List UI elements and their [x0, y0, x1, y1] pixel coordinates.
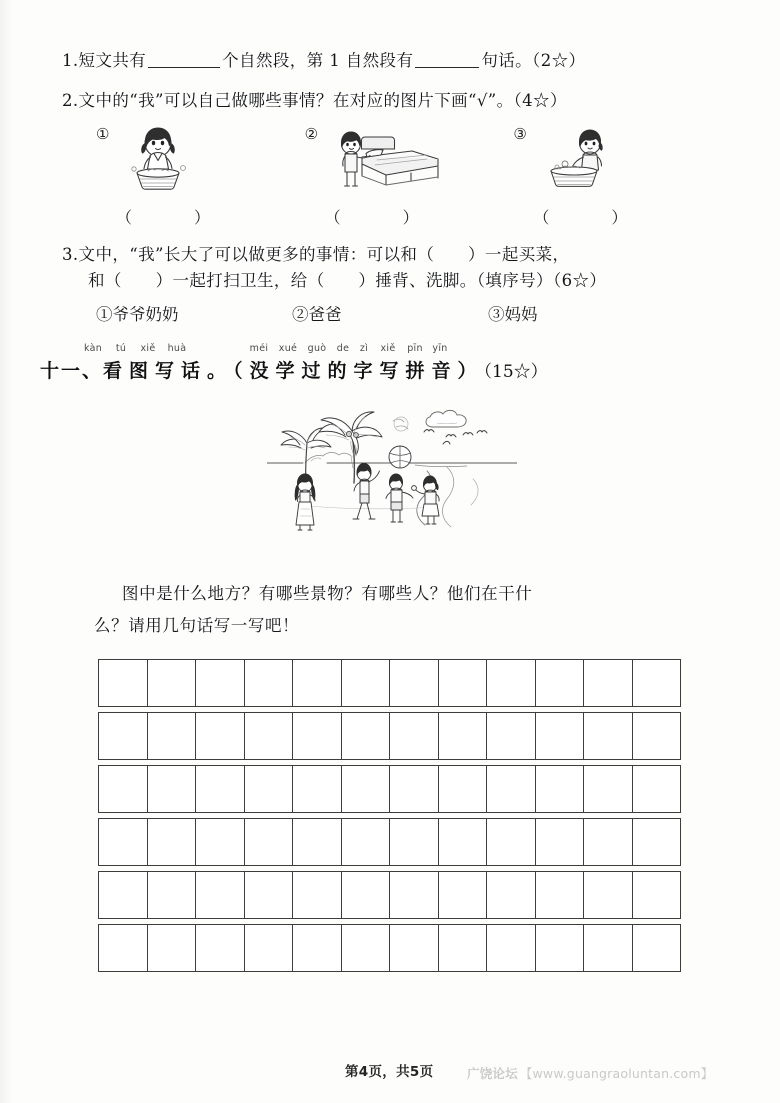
pinyin-group-title — [78, 343, 192, 356]
writing-grid-cell[interactable] — [341, 765, 390, 813]
writing-grid-cell[interactable] — [292, 659, 341, 707]
writing-grid-cell[interactable] — [632, 765, 682, 813]
writing-grid-cell[interactable] — [195, 871, 244, 919]
writing-grid-cell[interactable] — [486, 765, 535, 813]
writing-grid-cell[interactable] — [147, 924, 196, 972]
writing-grid-cell[interactable] — [535, 871, 584, 919]
writing-grid-cell[interactable] — [341, 924, 390, 972]
writing-grid-cell[interactable] — [292, 712, 341, 760]
writing-grid-cell[interactable] — [438, 765, 487, 813]
writing-prompt — [62, 578, 722, 641]
writing-grid-cell[interactable] — [583, 712, 632, 760]
writing-grid-cell[interactable] — [244, 659, 293, 707]
writing-grid-cell[interactable] — [535, 659, 584, 707]
writing-prompt-line-2: 么？请用几句话写一写吧！ — [94, 615, 300, 635]
pinyin-syllable: zì — [359, 343, 369, 355]
question-3 — [62, 242, 722, 325]
writing-grid-row — [98, 924, 681, 972]
writing-grid-row — [98, 712, 681, 760]
pinyin-syllable: guò — [307, 343, 327, 355]
writing-grid-cell[interactable] — [583, 659, 632, 707]
writing-grid-cell[interactable] — [244, 818, 293, 866]
pinyin-syllable: yīn — [432, 343, 448, 355]
writing-grid-cell[interactable] — [438, 924, 487, 972]
writing-grid-cell[interactable] — [98, 659, 147, 707]
site-watermark — [467, 1064, 713, 1082]
writing-grid-cell[interactable] — [98, 924, 147, 972]
section-title-line — [40, 356, 722, 383]
question-2 — [62, 88, 722, 229]
writing-grid-cell[interactable] — [535, 924, 584, 972]
writing-grid-cell[interactable] — [147, 818, 196, 866]
writing-grid-cell[interactable] — [486, 924, 535, 972]
question-1-text-c: 句话。（2☆） — [481, 51, 586, 70]
writing-grid-cell[interactable] — [147, 712, 196, 760]
writing-grid-cell[interactable] — [244, 765, 293, 813]
writing-grid-cell[interactable] — [486, 871, 535, 919]
writing-grid-cell[interactable] — [292, 924, 341, 972]
pinyin-spacer — [192, 343, 244, 356]
writing-grid-cell[interactable] — [632, 924, 682, 972]
writing-grid-cell[interactable] — [195, 765, 244, 813]
page-footer — [0, 1057, 780, 1093]
writing-grid-cell[interactable] — [98, 818, 147, 866]
writing-grid-cell[interactable] — [583, 924, 632, 972]
writing-grid-cell[interactable] — [389, 659, 438, 707]
answer-blank-1b[interactable] — [415, 67, 479, 68]
worksheet-content — [40, 48, 722, 972]
question-1-text-b: 个自然段，第 1 自然段有 — [222, 51, 414, 70]
picture-3-answer-bracket[interactable]: （ ） — [533, 208, 638, 228]
writing-grid-cell[interactable] — [583, 871, 632, 919]
child-making-bed-icon — [321, 123, 453, 197]
page-number: 第4页，共5页 — [345, 1064, 434, 1080]
writing-grid-row — [98, 659, 681, 707]
pinyin-syllable: xiě — [380, 343, 396, 355]
writing-grid-cell[interactable] — [292, 818, 341, 866]
writing-grid-cell[interactable] — [583, 765, 632, 813]
writing-grid-cell[interactable] — [632, 818, 682, 866]
pinyin-syllable: huà — [167, 343, 187, 355]
question-3-option-2[interactable]: ②爸爸 — [292, 305, 342, 325]
writing-grid-row — [98, 765, 681, 813]
beach-scene-illustration — [267, 401, 517, 556]
question-3-options — [62, 301, 722, 325]
writing-grid-cell[interactable] — [535, 818, 584, 866]
watermark-brand: 广饶论坛 — [467, 1066, 518, 1081]
question-3-option-1[interactable]: ①爷爷奶奶 — [96, 305, 179, 325]
writing-grid-cell[interactable] — [486, 712, 535, 760]
writing-grid-cell[interactable] — [341, 659, 390, 707]
writing-grid-cell[interactable] — [98, 712, 147, 760]
watermark-url: 【www.guangraoluntan.com】 — [519, 1066, 714, 1081]
writing-grid-cell[interactable] — [195, 818, 244, 866]
writing-grid-cell[interactable] — [583, 818, 632, 866]
writing-grid-cell[interactable] — [389, 818, 438, 866]
question-3-line-1: 3.文中，“我”长大了可以做更多的事情：可以和（ ）一起买菜， — [62, 245, 570, 265]
writing-grid-cell[interactable] — [195, 712, 244, 760]
picture-option-3[interactable] — [513, 123, 722, 228]
section-pinyin-row — [40, 343, 722, 356]
writing-grid-cell[interactable] — [389, 871, 438, 919]
writing-grid-cell[interactable] — [535, 712, 584, 760]
writing-grid-cell[interactable] — [244, 712, 293, 760]
section-eleven — [40, 343, 722, 383]
picture-option-1-head — [96, 123, 204, 197]
writing-grid-cell[interactable] — [486, 659, 535, 707]
writing-grid-cell[interactable] — [486, 818, 535, 866]
writing-grid-cell[interactable] — [195, 924, 244, 972]
picture-2-answer-bracket[interactable]: （ ） — [324, 208, 429, 228]
pinyin-syllable: kàn — [83, 343, 103, 355]
writing-grid-cell[interactable] — [535, 765, 584, 813]
writing-grid-cell[interactable] — [147, 765, 196, 813]
question-1 — [62, 48, 722, 74]
illustration-wrap — [62, 401, 722, 556]
writing-grid-cell[interactable] — [147, 871, 196, 919]
question-2-line: 2.文中的“我”可以自己做哪些事情？在对应的图片下画“√”。（4☆） — [62, 90, 567, 110]
pinyin-group-paren — [244, 343, 452, 356]
writing-grid-cell[interactable] — [438, 712, 487, 760]
section-paren-text: （没学过的字写拼音） — [233, 360, 484, 383]
writing-grid-cell[interactable] — [389, 924, 438, 972]
picture-option-3-head — [513, 123, 621, 197]
writing-grid-cell[interactable] — [244, 871, 293, 919]
girl-washing-clothes-icon — [112, 123, 204, 197]
pinyin-syllable: xué — [278, 343, 298, 355]
option-number-3: ③ — [513, 125, 527, 144]
answer-blank-1a[interactable] — [148, 67, 220, 68]
picture-option-1[interactable] — [96, 123, 305, 228]
section-score: （15☆） — [483, 362, 548, 383]
picture-option-2-head — [305, 123, 453, 197]
pinyin-syllable: pīn — [407, 343, 423, 355]
picture-option-2[interactable] — [305, 123, 514, 228]
pinyin-syllable: méi — [249, 343, 269, 355]
writing-grid-cell[interactable] — [292, 871, 341, 919]
writing-grid-cell[interactable] — [98, 765, 147, 813]
writing-grid-cell[interactable] — [632, 712, 682, 760]
writing-grid-cell[interactable] — [438, 659, 487, 707]
writing-grid-cell[interactable] — [632, 871, 682, 919]
writing-grid-cell[interactable] — [341, 818, 390, 866]
pinyin-syllable: tú — [115, 343, 127, 355]
section-number: 十一、 — [40, 360, 104, 383]
writing-grid-row — [98, 871, 681, 919]
question-1-text-a: 1.短文共有 — [62, 51, 147, 70]
writing-prompt-line-1: 图中是什么地方？有哪些景物？有哪些人？他们在干什 — [122, 584, 533, 604]
writing-grid-cell[interactable] — [292, 765, 341, 813]
question-3-option-3[interactable]: ③妈妈 — [488, 305, 538, 325]
writing-grid-cell[interactable] — [147, 659, 196, 707]
question-3-line-2: 和（ ）一起打扫卫生，给（ ）捶背、洗脚。（填序号）（6☆） — [88, 270, 607, 290]
writing-grid-cell[interactable] — [341, 712, 390, 760]
picture-1-answer-bracket[interactable]: （ ） — [116, 208, 221, 228]
writing-grid-cell[interactable] — [389, 712, 438, 760]
writing-grid-cell[interactable] — [244, 924, 293, 972]
question-1-line — [62, 48, 722, 74]
writing-grid-cell[interactable] — [341, 871, 390, 919]
child-washing-basin-icon — [530, 123, 622, 197]
option-number-1: ① — [96, 125, 110, 144]
writing-grid-cell[interactable] — [438, 871, 487, 919]
pinyin-syllable: xiě — [140, 343, 156, 355]
scan-edge-shadow — [0, 0, 14, 1103]
writing-grid-cell[interactable] — [438, 818, 487, 866]
writing-grid-row — [98, 818, 681, 866]
writing-grid[interactable] — [98, 659, 681, 972]
writing-grid-cell[interactable] — [389, 765, 438, 813]
writing-grid-cell[interactable] — [195, 659, 244, 707]
writing-grid-cell[interactable] — [632, 659, 682, 707]
option-number-2: ② — [304, 125, 319, 144]
pinyin-syllable: de — [336, 343, 350, 355]
section-title-text: 看图写话。 — [103, 360, 234, 383]
question-2-picture-row — [62, 123, 722, 228]
writing-grid-cell[interactable] — [98, 871, 147, 919]
